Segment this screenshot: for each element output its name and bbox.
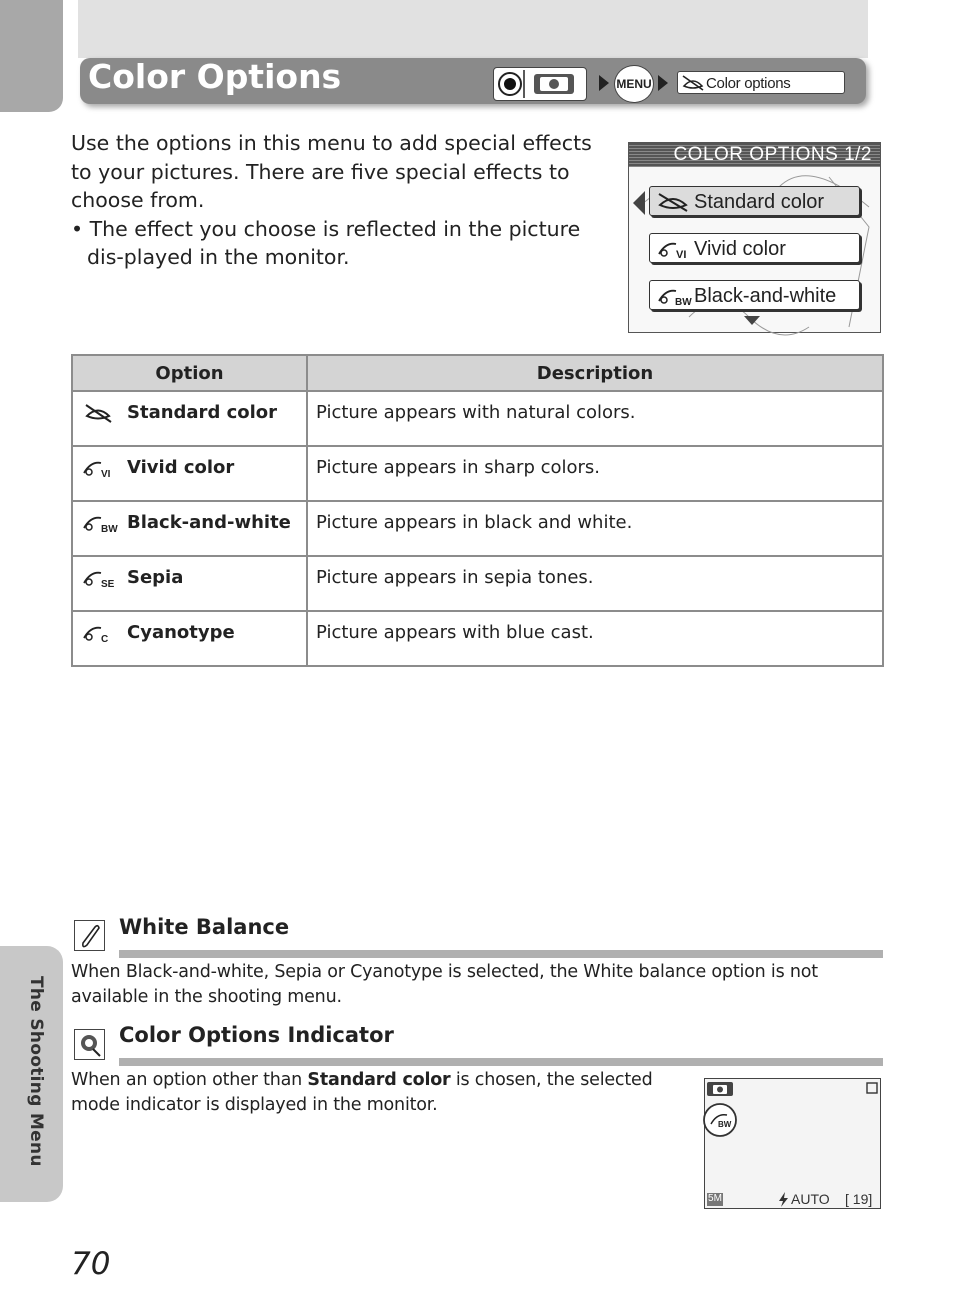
table-row [72, 446, 883, 501]
svg-text:BW: BW [675, 297, 692, 308]
intro-paragraph: Use the options in this menu to add special effects to your pictures. There are five special effects to choose from. [71, 131, 592, 212]
black-and-white-icon [656, 285, 690, 307]
table-cell-description: Picture appears in black and white. [307, 501, 883, 556]
table-row [72, 391, 883, 446]
table-cell-description: Picture appears in sharp colors. [307, 446, 883, 501]
monitor-display [705, 1079, 880, 1208]
table-header-row [72, 355, 883, 391]
left-arrow-icon [633, 191, 645, 215]
indicator-text [71, 1068, 696, 1118]
intro-text [71, 129, 616, 272]
breadcrumb-arrow-icon [599, 75, 609, 91]
table-cell-option [72, 556, 307, 611]
indicator-text-bold: Standard color [307, 1070, 451, 1090]
indicator-text-after: is chosen, the selected mode indicator is displayed in the monitor. [71, 1070, 653, 1115]
page-number: 70 [71, 1246, 111, 1282]
table-row [72, 501, 883, 556]
section-tab-top [0, 0, 63, 112]
black-and-white-icon [81, 512, 121, 534]
icon-text: BW [101, 524, 118, 535]
white-balance-text: When Black-and-white, Sepia or Cyanotype is selected, the White balance option is not available in the shooting menu. [71, 962, 818, 1007]
sepia-icon [81, 567, 121, 589]
camera-menu-option-label: Vivid color [694, 238, 786, 260]
icon-text: SE [101, 579, 115, 590]
table-row [72, 556, 883, 611]
header-background [78, 0, 868, 58]
indicator-rule [119, 1058, 883, 1066]
table-cell-description: Picture appears in sepia tones. [307, 556, 883, 611]
table-row [72, 611, 883, 666]
section-tab-label: The Shooting Menu [26, 976, 46, 1167]
note-indicator-icon [74, 1029, 105, 1060]
table-cell-description: Picture appears with natural colors. [307, 391, 883, 446]
flash-mode-indicator: AUTO [791, 1191, 830, 1207]
option-name: Vivid color [127, 457, 235, 478]
frames-remaining-count: 19 [852, 1191, 869, 1207]
breadcrumb-item-label: Color options [706, 75, 791, 92]
frames-remaining-indicator: [ 19] [845, 1191, 873, 1207]
down-arrow-icon [744, 316, 760, 325]
table-cell-description: Picture appears with blue cast. [307, 611, 883, 666]
table-cell-option [72, 611, 307, 666]
option-name: Black-and-white [127, 512, 291, 533]
breadcrumb-arrow-icon [658, 75, 668, 91]
standard-color-icon [656, 191, 690, 213]
standard-color-icon [681, 74, 705, 92]
note-pencil-icon [74, 920, 105, 951]
table-cell-option [72, 391, 307, 446]
white-balance-rule [119, 950, 883, 958]
color-options-table [71, 354, 884, 667]
icon-text: VI [101, 469, 111, 480]
option-name: Cyanotype [127, 622, 235, 643]
camera-menu-screenshot [628, 142, 881, 333]
camera-menu-option-vivid-color [649, 233, 860, 263]
indicator-title: Color Options Indicator [119, 1023, 394, 1047]
camera-menu-option-black-and-white [649, 280, 860, 310]
image-size-indicator: 5M [708, 1193, 722, 1204]
camera-menu-option-label: Black-and-white [694, 285, 837, 307]
table-cell-option [72, 501, 307, 556]
cyanotype-icon [81, 622, 121, 644]
icon-text: C [101, 634, 109, 645]
intro-bullet-text: The effect you choose is reflected in the picture dis-played in the monitor. [87, 216, 581, 269]
camera-menu-title: COLOR OPTIONS 1/2 [629, 143, 880, 167]
camera-menu-option-label: Standard color [694, 191, 825, 213]
mode-dial-icon [493, 67, 587, 101]
indicator-text-before: When an option other than [71, 1070, 308, 1090]
camera-menu-option-standard-color [649, 186, 860, 216]
white-balance-title: White Balance [119, 915, 290, 939]
svg-text:BW: BW [718, 1120, 732, 1129]
table-header-description: Description [307, 355, 883, 391]
option-name: Sepia [127, 567, 184, 588]
table-header-option: Option [72, 355, 307, 391]
option-name: Standard color [127, 402, 278, 423]
menu-button-icon: MENU [614, 65, 654, 103]
intro-bullet: • The effect you choose is reflected in the picture dis-played in the monitor. [71, 216, 581, 269]
standard-color-icon [81, 402, 121, 424]
vivid-color-icon [656, 238, 690, 260]
monitor-screenshot [704, 1078, 881, 1209]
vivid-color-icon [81, 457, 121, 479]
table-cell-option [72, 446, 307, 501]
svg-text:VI: VI [676, 249, 687, 261]
page-title: Color Options [88, 57, 342, 96]
